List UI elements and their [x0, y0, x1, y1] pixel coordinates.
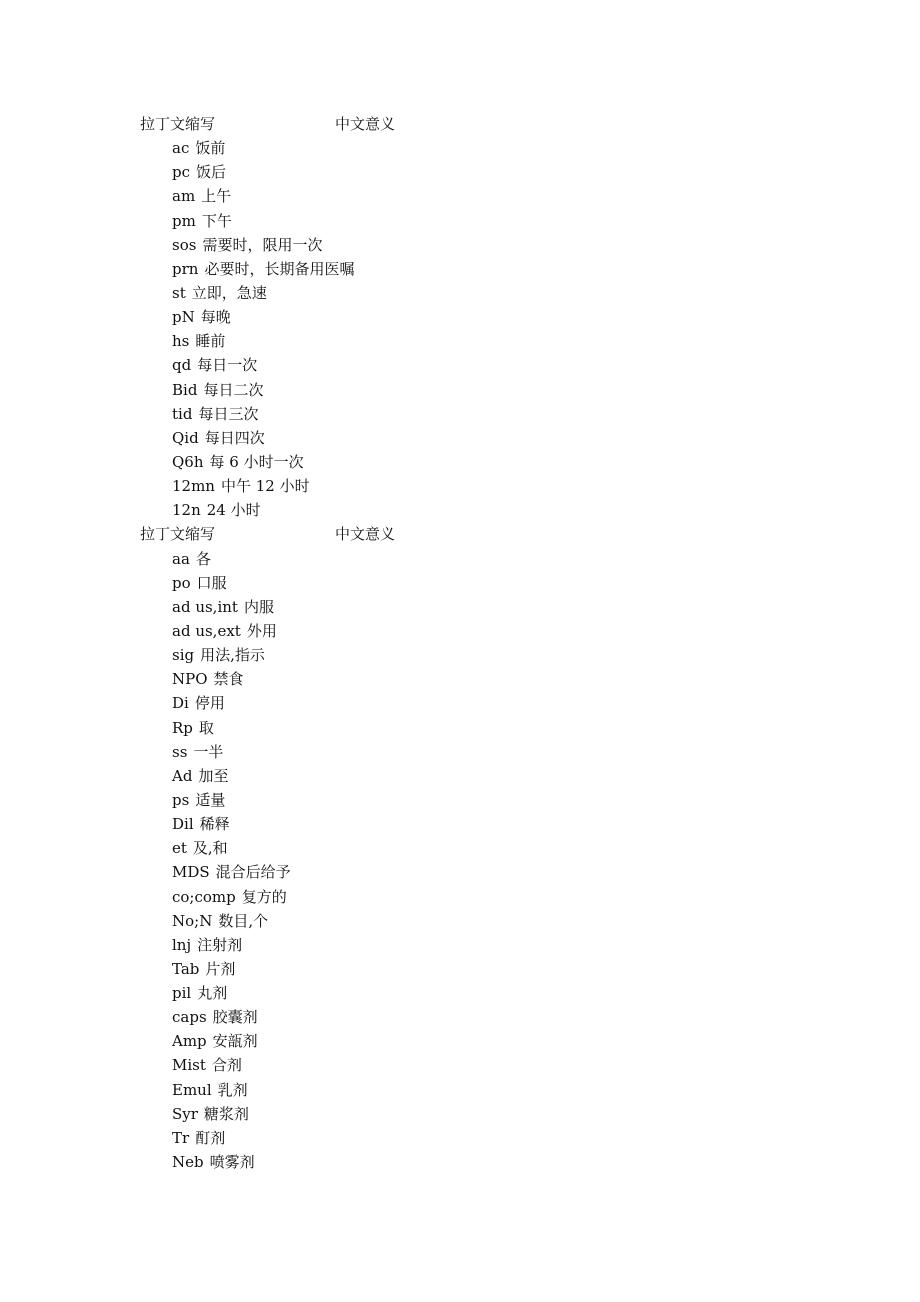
- abbreviation-meaning: 合剂: [211, 1056, 242, 1075]
- abbreviation-entry: [140, 643, 820, 667]
- abbreviation-entry: [140, 1078, 820, 1102]
- abbreviation-term: lnj: [172, 935, 192, 954]
- abbreviation-entry: [140, 1150, 820, 1174]
- abbreviation-meaning: 每日三次: [198, 404, 259, 423]
- latin-abbreviation-column-header: 拉丁文缩写: [140, 525, 216, 544]
- abbreviation-term: 12n: [172, 501, 201, 520]
- latin-abbreviation-column-header: 拉丁文缩写: [140, 115, 216, 133]
- abbreviation-entry: [140, 402, 820, 426]
- abbreviation-entry: [140, 209, 820, 233]
- abbreviation-entry: [140, 184, 820, 208]
- abbreviation-meaning: 安瓿剂: [212, 1032, 258, 1051]
- abbreviation-meaning: 中午 12 小时: [220, 477, 310, 496]
- abbreviation-term: co;comp: [172, 887, 236, 906]
- abbreviation-term: qd: [172, 356, 192, 375]
- abbreviation-meaning: 用法,指示: [200, 646, 265, 665]
- abbreviation-meaning: 24 小时: [206, 501, 261, 520]
- abbreviation-entry: [140, 1053, 820, 1077]
- abbreviation-term: Syr: [172, 1104, 198, 1123]
- abbreviation-term: Bid: [172, 380, 198, 399]
- abbreviation-entry: [140, 1029, 820, 1053]
- abbreviation-meaning: 复方的: [241, 887, 287, 906]
- abbreviation-term: caps: [172, 1008, 207, 1027]
- abbreviation-term: ad us,ext: [172, 621, 241, 640]
- abbreviation-term: Ad: [172, 766, 193, 785]
- abbreviation-entry: [140, 305, 820, 329]
- abbreviation-meaning: 胶囊剂: [212, 1008, 258, 1027]
- abbreviation-meaning: 稀释: [199, 815, 230, 834]
- abbreviation-meaning: 及,和: [192, 839, 228, 858]
- abbreviation-term: st: [172, 283, 186, 302]
- abbreviation-meaning: 需要时，限用一次: [202, 235, 323, 254]
- chinese-meaning-column-header: 中文意义: [335, 525, 396, 544]
- abbreviation-term: sig: [172, 646, 195, 665]
- abbreviation-term: tid: [172, 404, 193, 423]
- abbreviation-entry: [140, 136, 820, 160]
- abbreviation-term: aa: [172, 549, 190, 568]
- abbreviation-term: ad us,int: [172, 597, 238, 616]
- abbreviation-meaning: 乳剂: [217, 1080, 248, 1099]
- abbreviation-entry: [140, 329, 820, 353]
- abbreviation-entry: [140, 716, 820, 740]
- abbreviation-term: Neb: [172, 1153, 204, 1172]
- abbreviation-meaning: 每日一次: [197, 356, 258, 375]
- abbreviation-entry: [140, 1005, 820, 1029]
- abbreviation-meaning: 口服: [196, 573, 227, 592]
- abbreviation-meaning: 混合后给予: [215, 863, 291, 882]
- abbreviation-entry: [140, 233, 820, 257]
- abbreviation-term: Di: [172, 694, 189, 713]
- abbreviation-term: 12mn: [172, 477, 215, 496]
- abbreviation-entry: [140, 498, 820, 522]
- abbreviation-meaning: 适量: [195, 790, 226, 809]
- abbreviation-meaning: 每晚: [200, 308, 231, 327]
- abbreviation-entry: [140, 691, 820, 715]
- abbreviation-entry: [140, 595, 820, 619]
- abbreviation-meaning: 喷雾剂: [209, 1153, 255, 1172]
- abbreviation-term: No;N: [172, 911, 213, 930]
- abbreviation-term: et: [172, 839, 187, 858]
- abbreviation-meaning: 每 6 小时一次: [209, 452, 304, 471]
- chinese-meaning-column-header: 中文意义: [335, 115, 396, 133]
- abbreviation-term: am: [172, 187, 196, 206]
- abbreviation-term: Qid: [172, 428, 199, 447]
- abbreviation-term: pm: [172, 211, 196, 230]
- abbreviation-entry: [140, 450, 820, 474]
- abbreviation-meaning: 上午: [201, 187, 232, 206]
- abbreviation-entry: [140, 667, 820, 691]
- abbreviation-term: po: [172, 573, 191, 592]
- abbreviation-meaning: 各: [195, 549, 211, 568]
- abbreviation-term: MDS: [172, 863, 210, 882]
- abbreviation-term: prn: [172, 259, 199, 278]
- abbreviation-entry: [140, 909, 820, 933]
- abbreviation-term: Q6h: [172, 452, 204, 471]
- abbreviation-meaning: 数目,个: [218, 911, 269, 930]
- abbreviation-meaning: 片剂: [205, 959, 236, 978]
- abbreviation-entry: [140, 160, 820, 184]
- abbreviation-meaning: 取: [198, 718, 214, 737]
- abbreviation-meaning: 饭后: [196, 163, 227, 182]
- abbreviation-term: ac: [172, 139, 190, 158]
- abbreviation-entry: [140, 1102, 820, 1126]
- abbreviation-entry: [140, 933, 820, 957]
- abbreviation-meaning: 饭前: [195, 139, 226, 158]
- abbreviation-term: NPO: [172, 670, 208, 689]
- abbreviation-meaning: 每日二次: [203, 380, 264, 399]
- abbreviation-meaning: 下午: [201, 211, 232, 230]
- abbreviation-meaning: 立即，急速: [191, 283, 267, 302]
- abbreviation-term: sos: [172, 235, 197, 254]
- abbreviation-meaning: 内服: [243, 597, 274, 616]
- abbreviation-term: Tab: [172, 959, 200, 978]
- abbreviation-term: pc: [172, 163, 191, 182]
- abbreviation-term: ss: [172, 742, 188, 761]
- abbreviation-term: Mist: [172, 1056, 206, 1075]
- abbreviation-meaning: 丸剂: [197, 984, 228, 1003]
- abbreviation-meaning: 禁食: [213, 670, 244, 689]
- abbreviation-term: Amp: [172, 1032, 207, 1051]
- abbreviation-entry: [140, 619, 820, 643]
- abbreviation-meaning: 每日四次: [204, 428, 265, 447]
- abbreviation-meaning: 酊剂: [195, 1128, 226, 1147]
- abbreviation-meaning: 必要时，长期备用医嘱: [204, 259, 355, 278]
- abbreviation-entry: [140, 740, 820, 764]
- abbreviation-entry: [140, 257, 820, 281]
- abbreviation-term: Emul: [172, 1080, 212, 1099]
- abbreviation-meaning: 糖浆剂: [203, 1104, 249, 1123]
- abbreviation-entry: [140, 378, 820, 402]
- abbreviation-entry: [140, 426, 820, 450]
- abbreviation-entry: [140, 353, 820, 377]
- abbreviation-term: pN: [172, 308, 195, 327]
- abbreviation-entry: [140, 981, 820, 1005]
- abbreviation-entry: [140, 788, 820, 812]
- abbreviation-term: Tr: [172, 1128, 190, 1147]
- abbreviation-entry: [140, 860, 820, 884]
- abbreviation-meaning: 一半: [193, 742, 224, 761]
- abbreviation-meaning: 睡前: [195, 332, 226, 351]
- section-header: [140, 112, 820, 136]
- abbreviation-entry: [140, 764, 820, 788]
- section-header: [140, 522, 820, 546]
- abbreviation-meaning: 注射剂: [197, 935, 243, 954]
- abbreviation-list: [140, 112, 820, 1174]
- abbreviation-term: Rp: [172, 718, 193, 737]
- abbreviation-entry: [140, 281, 820, 305]
- abbreviation-entry: [140, 474, 820, 498]
- abbreviation-entry: [140, 836, 820, 860]
- abbreviation-entry: [140, 957, 820, 981]
- abbreviation-meaning: 加至: [198, 766, 229, 785]
- abbreviation-meaning: 外用: [246, 621, 277, 640]
- abbreviation-entry: [140, 1126, 820, 1150]
- abbreviation-term: Dil: [172, 815, 194, 834]
- abbreviation-entry: [140, 571, 820, 595]
- abbreviation-entry: [140, 885, 820, 909]
- abbreviation-meaning: 停用: [194, 694, 225, 713]
- abbreviation-term: ps: [172, 790, 190, 809]
- abbreviation-term: hs: [172, 332, 190, 351]
- abbreviation-entry: [140, 812, 820, 836]
- abbreviation-entry: [140, 547, 820, 571]
- abbreviation-term: pil: [172, 984, 192, 1003]
